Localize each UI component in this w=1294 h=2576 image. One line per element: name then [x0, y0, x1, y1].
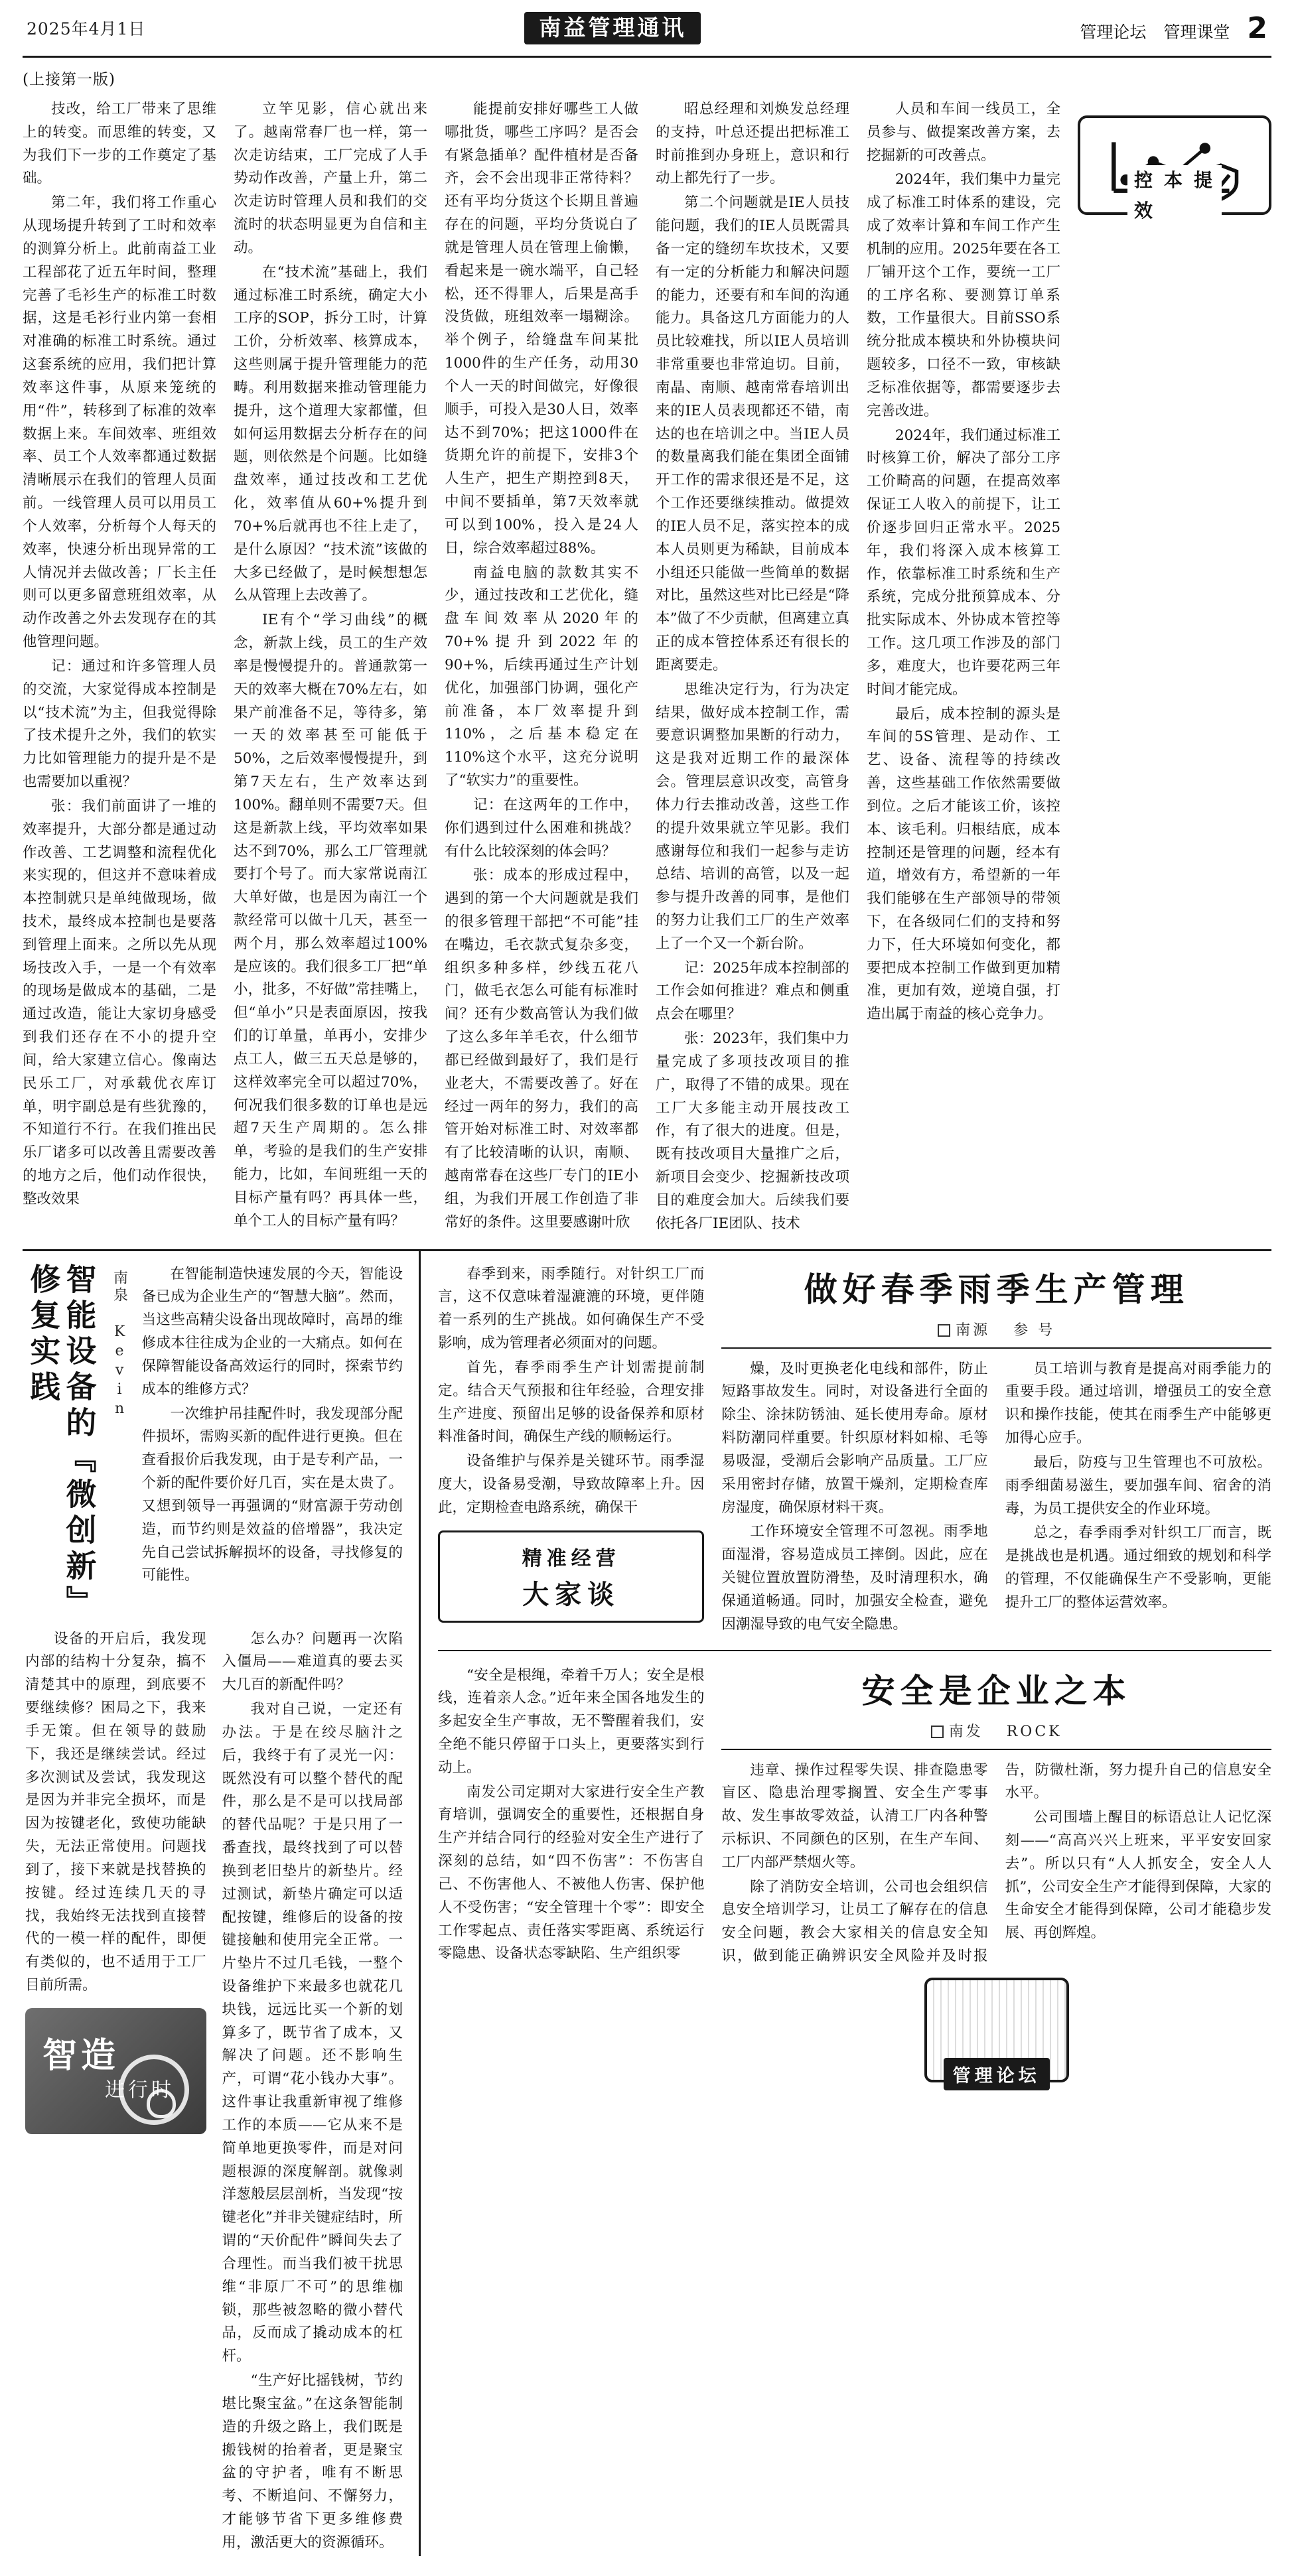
safety-body-left [438, 1664, 704, 1966]
paragraph: 燥，及时更换老化电线和部件，防止短路事故发生。同时，对设备进行全面的除尘、涂抹防锈油、延长使用寿命。原材料防潮同样重要。针织原材料如棉、毛等易吸湿，受潮后会影响产品质量。工厂应采用密封存储，放置干燥剂，定期检查库房湿度，确保原材料干爽。 [721, 1360, 988, 1516]
article-body-col-a [25, 1628, 206, 2556]
paragraph: 2024年，我们通过标准工时核算工价，解决了部分工序工价畸高的问题，在提高效率保证工人收入的前提下，让工价逐步回归正常水平。2025年，我们将深入成本核算工作，依靠标准工时系统和生产系统，完成分批预算成本、分批实际成本、外协成本管控等工作。这几项工作涉及的部门多，难度大，也许要花两三年时间才能完成。 [867, 427, 1060, 698]
byline-org: 南源 [956, 1322, 991, 1339]
publication-date: 2025年4月1日 [27, 19, 146, 38]
paragraph: 在“技术流”基础上，我们通过标准工时系统，确定大小工序的SOP，拆分工时，计算工价，分析效率、核算成本，这些则属于提升管理能力的范畴。利用数据来推动管理能力提升，这个道理大家都懂，但如何运用数据去分析存在的问题，则依然是个问题。比如缝盘效率，通过技改和工艺优化，效率值从60+%提升到70+%后就再也不往上走了，是什么原因？“技术流”该做的大多已经做了，是时候想想怎么从管理上去改善了。 [234, 263, 427, 604]
byline-box-icon [938, 1324, 950, 1337]
paragraph: IE有个“学习曲线”的概念，新款上线，员工的生产效率是慢慢提升的。普通款第一天的效率大概在70%左右，如果产前准备不足，等待多，第一天的效率甚至可能低于50%，之后效率慢慢提升，到第7天左右，生产效率达到100%。翻单则不需要7天。但这是新款上线，平均效率如果达不到70%，那么工厂管理就要打个号了。而大家常说南江大单好做，也是因为南江一个款经常可以做十几天，甚至一两个月，那么效率超过100%是应该的。我们很多工厂把“单小，批多，不好做”常挂嘴上，但“单小”只是表面原因，按我们的订单量，单再小，安排少点工人，做三五天总是够的，这样效率完全可以超过70%，何况我们很多数的订单也是远超7天生产周期的。怎么排单，考验的是我们的生产安排能力，比如，车间班组一天的目标产量有吗？再具体一些，单个工人的目标产量有吗？ [234, 612, 427, 1229]
cost-control-illustration [1078, 115, 1271, 222]
spring-article-head [721, 1263, 1271, 1349]
badge-title: 精准经营 [522, 1546, 620, 1570]
article-body-col-b [222, 1628, 403, 2556]
safety-left-column [438, 1664, 704, 2082]
article-byline [721, 1720, 1271, 1741]
article-smart-equipment [23, 1251, 421, 2556]
article-title: 安全是企业之本 [861, 1670, 1131, 1710]
paragraph: 2024年，我们集中力量完成了标准工时体系的建设，完成了效率计算和车间工作产生机制的应用。2025年要在各工厂铺开这个工作，要统一工厂的工序名称、要测算订单系数，工作量很大。目前SSO系统分批成本模块和外协模块问题较多，口径不一致，审核缺乏标准依据等，都需要逐步去完善改进。 [867, 171, 1060, 419]
badge-line-1: 智造 [42, 2035, 120, 2076]
paragraph: 第二年，我们将工作重心从现场提升转到了工时和效率的测算分析上。此前南益工业工程部花了近五年时间，整理完善了毛衫生产的标准工时数据，这是毛衫行业内第一套相对准确的标准工时系统。通过这套系统的应用，我们把计算效率这件事，从原来笼统的用“件”，转移到了标准的效率数据上来。车间效率、班组效率、员工个人效率都通过数据清晰展示在我们的管理人员面前。一线管理人员可以用员工个人效率，分析每个人每天的效率，快速分析出现异常的工人情况并去做改善；厂长主任则可以更多留意班组效率，从动作改善之外去发现存在的其他管理问题。 [23, 194, 216, 651]
paragraph: 在智能制造快速发展的今天，智能设备已成为企业生产的“智慧大脑”。然而，当这些高精尖设备出现故障时，高昂的维修成本往往成为企业的一大痛点。如何在保障智能设备高效运行的同时，探索节约成本的维修方式？ [141, 1265, 403, 1398]
paragraph: 除了消防安全培训，公司也会组织信息安全培训学习，让员工了解存在的信息安全问题，教会大家相关的信息安全知识，做到能正确辨识安全风险并及时报告，防微杜渐，努力提升自己的信息安全水平。 [721, 1761, 1271, 1965]
vertical-headline-wrap [25, 1263, 403, 1621]
section-divider [438, 1650, 1271, 1651]
forum-logo-label: 管理论坛 [944, 2058, 1050, 2090]
paragraph: 南发公司定期对大家进行安全生产教育培训，强调安全的重要性，还根据自身生产并结合同行的经验对安全生产进行了深刻的总结，如“四不伤害”：不伤害自己、不伤害他人、不被他人伤害、保护他人不受伤害；“安全管理十个零”：即安全工作零起点、责任落实零距离、系统运行零隐患、设备状态零缺陷、生产组织零 [438, 1783, 705, 1962]
paragraph: 总之，春季雨季对针织工厂而言，既是挑战也是机遇。通过细致的规划和科学的管理，不仅能确保生产不受影响，更能提升工厂的整体运营效率。 [1005, 1525, 1271, 1611]
paragraph: 记：在这两年的工作中，你们遇到过什么困难和挑战？有什么比较深刻的体会吗？ [445, 796, 638, 860]
spring-leading-column [438, 1263, 704, 1637]
masthead-sections [1080, 11, 1267, 45]
spring-body [721, 1358, 1271, 1637]
paragraph: 违章、操作过程零失误、排查隐患零盲区、隐患治理零搁置、安全生产零事故、发生事故零效益，认清工厂内各种警示标识、不同颜色的区别，在生产车间、工厂内部严禁烟火等。 [721, 1761, 988, 1871]
section-label-left: 管理论坛 [1080, 22, 1147, 42]
paragraph: 能提前安排好哪些工人做哪批货，哪些工序吗？是否会有紧急插单？配件植材是否备齐，会不会出现非正常待料？还有平均分货这个长期且普遍存在的问题，平均分货说白了就是管理人员在管理上偷懒，看起来是一碗水端平，自己轻松，还不得罪人，后果是高手没货做，班组效率一塌糊涂。举个例子，给缝盘车间某批1000件的生产任务，动用30个人一天的时间做完，好像很顺手，可投入是30人日，效率达不到70%；把这1000件在货期允许的前提下，安排3个人生产，把生产期控到8天，中间不要插单，第7天效率就可以到100%，投入是24人日，综合效率超过88%。 [445, 101, 638, 557]
article-column-1 [23, 98, 216, 1237]
safety-body [721, 1759, 1271, 1968]
badge-line-2: 进行时 [105, 2078, 175, 2102]
article-title: 智能设备的『微创新』修复实践 [25, 1262, 98, 1621]
article-column-5 [867, 98, 1060, 1237]
paragraph: 昭总经理和刘焕发总经理的支持，叶总还提出把标准工时前推到办身班上，意识和行动上都先行了一步。 [656, 101, 849, 187]
paragraph: 我对自己说，一定还有办法。于是在绞尽脑汁之后，我终于有了灵光一闪：既然没有可以整个替代的配件，那么是不是可以找局部的替代品呢？于是只用了一番查找，最终找到了可以替换到老旧垫片的新垫片。经过测试，新垫片确定可以适配按键，维修后的设备的按键接触和使用完全正常。一片垫片不过几毛钱，一整个设备维护下来最多也就花几块钱，远远比买一个新的划算多了，既节省了成本，又解决了问题。还不影响生产，可谓“花小钱办大事”。这件事让我重新审视了维修工作的本质——它从来不是简单地更换零件，而是对问题根源的深度解剖。就像剥洋葱般层层剖析，当发现“按键老化”并非关键症结时，所谓的“天价配件”瞬间失去了合理性。而当我们被干扰思维“非原厂不可”的思维枷锁，那些被忽略的微小替代品，反而成了撬动成本的杠杆。 [222, 1701, 403, 2365]
paragraph: 工作环境安全管理不可忽视。雨季地面湿滑，容易造成员工摔倒。因此，应在关键位置放置防滑垫，及时清理积水，确保通道畅通。同时，加强安全检查，避免因潮湿导致的电气安全隐患。 [721, 1523, 988, 1633]
paragraph: “安全是根绳，牵着千万人；安全是根线，连着亲人念。”近年来全国各地发生的多起安全生产事故，无不警醒着我们，安全绝不能只停留于口头上，更要落实到行动上。 [438, 1666, 705, 1776]
lower-section [23, 1251, 1271, 2556]
paragraph: 记：通过和许多管理人员的交流，大家觉得成本控制是以“技术流”为主，但我觉得除了技术提升之外，我们的软实力比如管理能力的提升是不是也需要加以重视？ [23, 657, 216, 791]
paragraph: 员工培训与教育是提高对雨季能力的重要手段。通过培训，增强员工的安全意识和操作技能，使其在雨季生产中能够更加得心应手。 [1005, 1360, 1271, 1447]
article-byline [721, 1319, 1271, 1339]
byline-author: ROCK [1006, 1723, 1062, 1740]
paragraph: 思维决定行为，行为决定结果，做好成本控制工作，需要意识调整加果断的行动力，这是我对近期工作的最深体会。管理层意识改变，高管身体力行去推动改善，这些工作的提升效果就立竿见影。我们感谢每位和我们一起参与走访总结、培训的高管，以及一起参与提升改善的同事，是他们的努力让我们工厂的生产效率上了一个又一个新台阶。 [656, 681, 849, 952]
paragraph: 记：2025年成本控制部的工作会如何推进？难点和侧重点会在哪里？ [656, 959, 849, 1023]
page-number: 2 [1247, 11, 1267, 45]
paragraph: 设备维护与保养是关键环节。雨季湿度大，设备易受潮，导致故障率上升。因此，定期检查电路系统，确保干 [438, 1453, 705, 1516]
paragraph: 最后，成本控制的源头是车间的5S管理、是动作、工艺、设备、流程等的持续改善，这些基础工作依然需要做到位。之后才能该工价，该控本、该毛利。归根结底，成本控制还是管理的问题，经本有道，增效有方，希望新的一年我们能够在生产部领导的带领下，在各级同仁们的支持和努力下，任大环境如何变化，都要把成本控制工作做到更加精准，更加有效，逆境自强，打造出属于南益的核心竞争力。 [867, 705, 1060, 1023]
lightbulb-icon [147, 2089, 176, 2118]
byline-author: 参 号 [1013, 1322, 1056, 1339]
paragraph: 立竿见影，信心就出来了。越南常春厂也一样，第一次走访结束，工厂完成了人手势动作改善，产量上升，第二次走访时管理人员和我们的交流时的状态明显更为自信和主动。 [234, 101, 427, 256]
top-article [23, 96, 1271, 1251]
paragraph: 怎么办？问题再一次陷入僵局——难道真的要去买大几百的新配件吗？ [222, 1630, 403, 1694]
paragraph: 春季到来，雨季随行。对针织工厂而言，这不仅意味着湿漉漉的环境，更伴随着一系列的生产挑战。如何确保生产不受影响，成为管理者必须面对的问题。 [438, 1265, 705, 1352]
jingzhun-badge [438, 1530, 704, 1623]
paragraph: “生产好比摇钱树，节约堪比聚宝盆。”在这条智能制造的升级之路上，我们既是搬钱树的抬着者，更是聚宝盆的守护者，唯有不断思考、不断追问、不懈努力，才能够节省下更多维修费用，激活更大的资源循环。 [222, 2372, 403, 2551]
safety-article-grid [438, 1664, 1271, 2086]
spring-body-left [438, 1263, 704, 1520]
paragraph: 张：我们前面讲了一堆的效率提升，大部分都是通过动作改善、工艺调整和流程优化来实现的，但这并不意味着成本控制就只是单纯做现场，做技术，最终成本控制也是要落到管理上面来。之所以先从现场技改入手，一是一个有效率的现场是做成本的基础，二是通过改造，能让大家切身感受到我们还存在不小的提升空间，给大家建立信心。像南达民乐工厂，对承载优衣库订单，明宇副总是有些犹豫的，不知道行不行。在我们推出民乐厂诸多可以改善且需要改善的地方之后，他们动作很快，整改效果 [23, 797, 216, 1207]
paragraph: 张：成本的形成过程中，遇到的第一个大问题就是我们的很多管理干部把“不可能”挂在嘴边，毛衣款式复杂多变，组织多种多样，纱线五花八门，做毛衣怎么可能有标准时间？还有少数高管认为我们做了这么多年羊毛衣，什么细节都已经做到最好了，我们是行业老大，不需要改善了。好在经过一两年的努力，我们的高管开始对标准工时、对效率都有了比较清晰的认识，南顺、越南常春在这些厂专门的IE小组，为我们开展工作创造了非常好的条件。这里要感谢叶欣 [445, 867, 638, 1231]
paragraph: 张：2023年，我们集中力量完成了多项技改项目的推广，取得了不错的成果。现在工厂大多能主动开展技改工作，有了很大的进度。但是，既有技改项目大量推广之后，新项目会变少、挖掘新技改项目的难度会加大。后续我们要依托各厂IE团队、技术 [656, 1030, 849, 1232]
badge-subtitle: 大家谈 [522, 1578, 620, 1610]
paragraph: 首先，春季雨季生产计划需提前制定。结合天气预报和往年经验，合理安排生产进度、预留出足够的设备保养和原材料准备时间，确保生产线的顺畅运行。 [438, 1359, 705, 1446]
paragraph: 最后，防疫与卫生管理也不可放松。雨季细菌易滋生，要加强车间、宿舍的消毒，为员工提供安全的作业环境。 [1005, 1454, 1271, 1517]
safety-article-head [721, 1664, 1271, 1750]
article-column-3 [445, 98, 638, 1237]
article-title: 做好春季雨季生产管理 [804, 1269, 1189, 1309]
illustration-label: 控本提效 [1127, 165, 1222, 226]
article-column-2 [234, 98, 427, 1237]
safety-article [721, 1664, 1271, 2086]
paragraph: 第二个问题就是IE人员技能问题，我们的IE人员既需具备一定的缝纫车坎技术，又要有一定的分析能力和解决问题的能力，还要有和车间的沟通能力。具备这几方面能力的人员比较难找，所以IE人员培训非常重要也非常迫切。目前，南晶、南顺、越南常春培训出来的IE人员表现都还不错，南达的也在培训之中。当IE人员的数量离我们能在集团全面铺开工作的需求很还是不足，这个工作还要继续推动。做提效的IE人员不足，落实控本的成本人员则更为稀缺，目前成本小组还只能做一些简单的数据对比，虽然这些对比已经是“降本”做了不少贡献，但离建立真正的成本管控体系还有很长的距离要走。 [656, 194, 849, 673]
paragraph: 人员和车间一线员工，全员参与、做提案改善方案，去挖掘新的可改善点。 [867, 101, 1060, 164]
paragraph: 南益电脑的款数其实不少，通过技改和工艺优化，缝盘车间效率从2020年的70+%提升到2022年的90+%，后续再通过生产计划优化，加强部门协调，强化产前准备，本厂效率提升到110%，之后基本稳定在110%这个水平，这充分说明了“软实力”的重要性。 [445, 564, 638, 789]
paragraph: 技改，给工厂带来了思维上的转变。而思维的转变，又为我们下一步的工作奠定了基础。 [23, 101, 216, 187]
article-author: 南泉 Kevin [111, 1269, 128, 1420]
continuation-note: (上接第一版) [23, 71, 115, 88]
forum-logo [924, 1978, 1069, 2086]
zhizao-badge [25, 2008, 206, 2134]
spring-article-grid [438, 1263, 1271, 1637]
spring-article [721, 1263, 1271, 1637]
publication-logo: 南益管理通讯 [524, 12, 701, 44]
right-column-area [421, 1251, 1271, 2556]
paragraph: 公司围墙上醒目的标语总让人记忆深刻——“高高兴兴上班来，平平安安回家去”。所以只有“人人抓安全，安全人人抓”，公司安全生产才能得到保障，大家的生命安全才能得到保障，公司才能稳步发展、再创辉煌。 [1005, 1809, 1271, 1942]
article-body-rest [25, 1628, 403, 2556]
article-column-4 [656, 98, 849, 1237]
masthead [23, 0, 1271, 58]
byline-box-icon [931, 1726, 944, 1738]
article-column-6 [1078, 98, 1271, 1237]
paragraph: 设备的开启后，我发现内部的结构十分复杂，搞不清楚其中的原理，到底要不要继续修？困局之下，我来手无策。但在领导的鼓励下，我还是继续尝试。经过多次测试及尝试，我发现这是因为并非完全损坏，而是因为按键老化，致使功能缺失，无法正常使用。问题找到了，接下来就是找替换的按键。经过连续几天的寻找，我始终无法找到直接替代的一模一样的配件，即便有类似的，也不适用于工厂目前所需。 [25, 1630, 206, 1994]
paragraph: 一次维护吊挂配件时，我发现部分配件损坏，需购买新的配件进行更换。但在查看报价后我发现，由于是专利产品，一个新的配件要价好几百，实在是太贵了。又想到领导一再强调的“财富源于劳动创造，而节约则是效益的倍增器”，我决定先自己尝试拆解损坏的设备，寻找修复的可能性。 [141, 1405, 403, 1584]
byline-org: 南发 [948, 1723, 983, 1740]
article-body-start [142, 1263, 403, 1590]
section-label-right: 管理课堂 [1163, 22, 1230, 42]
